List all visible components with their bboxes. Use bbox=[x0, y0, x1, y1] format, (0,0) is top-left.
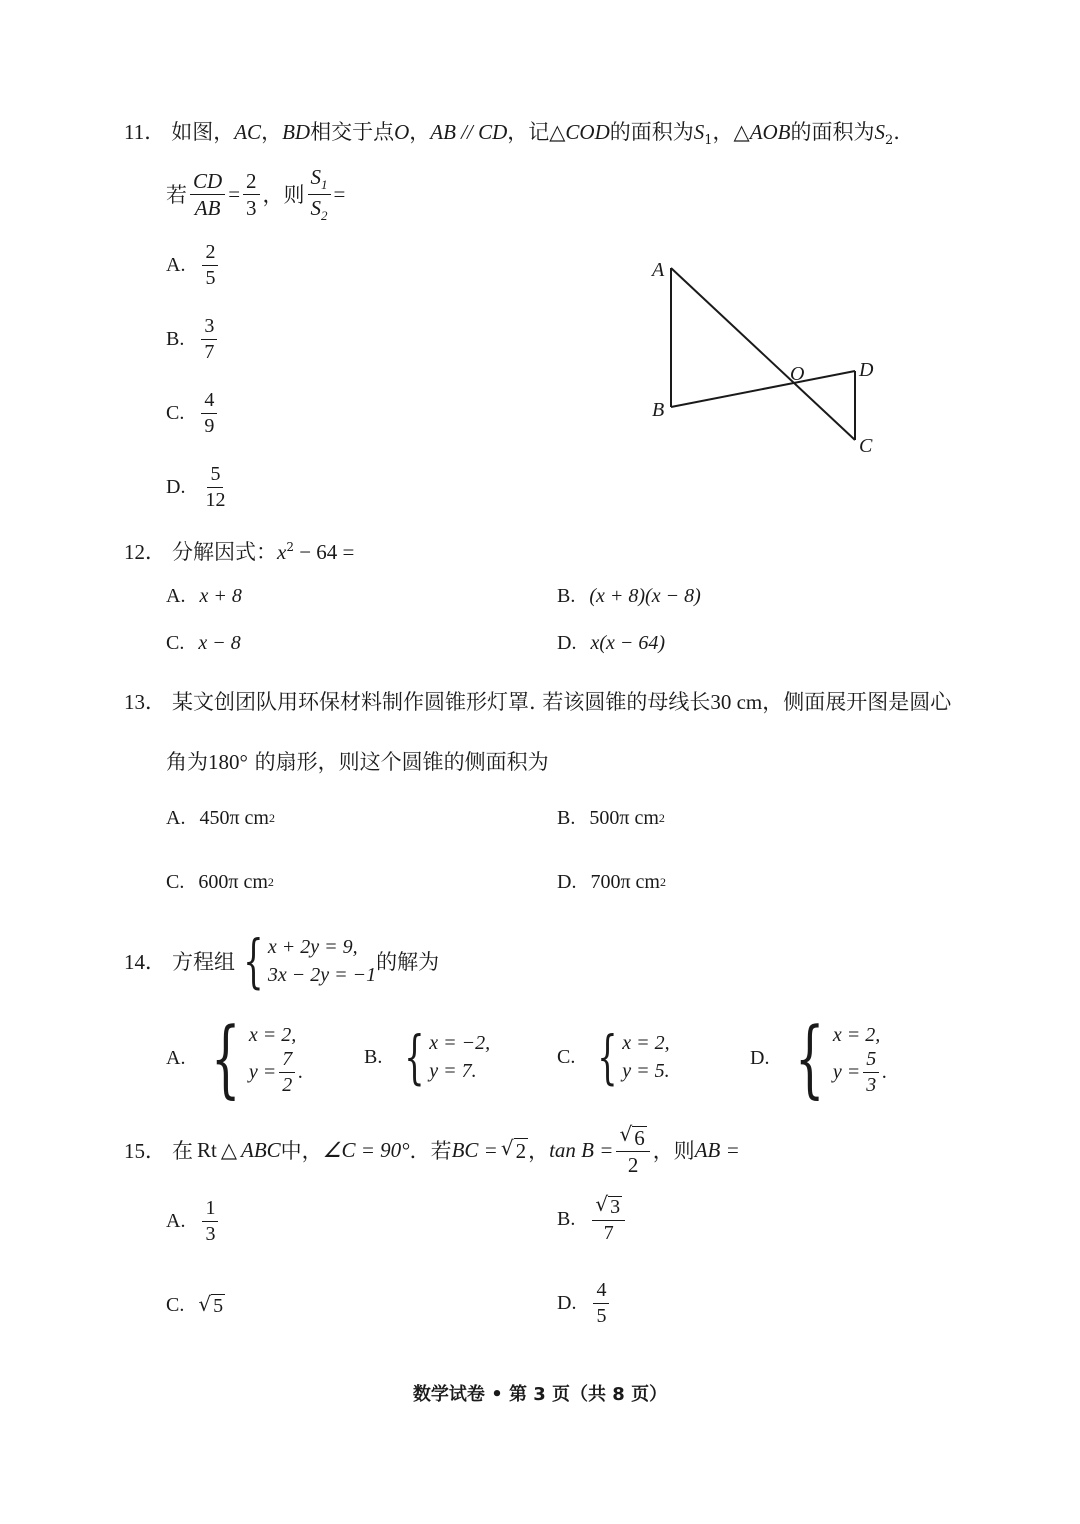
q15-bc-sqrt bbox=[501, 1136, 528, 1164]
option-text: 500π cm bbox=[589, 807, 659, 829]
option-label: D. bbox=[557, 632, 577, 654]
q14-option-b[interactable] bbox=[364, 1023, 491, 1091]
q13-number: 13． bbox=[124, 690, 166, 714]
q14-option-d[interactable] bbox=[750, 1009, 888, 1107]
q15-abc: ABC bbox=[241, 1137, 281, 1162]
q11-option-a[interactable] bbox=[166, 242, 221, 289]
option-sup: 2 bbox=[267, 875, 274, 889]
option-sqrt-value: 5 bbox=[213, 1295, 224, 1317]
brace-icon: { bbox=[795, 1009, 825, 1107]
q11-o: O bbox=[394, 120, 410, 144]
option-numerator: 4 bbox=[201, 390, 217, 414]
option-line1: x = −2, bbox=[429, 1032, 491, 1054]
q15-text-d: ， bbox=[528, 1139, 550, 1164]
option-label: B. bbox=[557, 807, 576, 829]
option-fraction bbox=[201, 316, 217, 363]
q11-eq2: = bbox=[333, 181, 346, 206]
q13-length: 30 cm bbox=[710, 690, 763, 714]
option-fraction bbox=[863, 1049, 879, 1096]
q11-text-b: 相交于点 bbox=[310, 120, 395, 144]
q15-text-c: ．若 bbox=[409, 1139, 452, 1164]
point-label-o: O bbox=[790, 363, 805, 385]
q11-period: . bbox=[893, 120, 900, 144]
q11-figure-diagram bbox=[630, 250, 890, 470]
option-label: C. bbox=[166, 1293, 185, 1316]
option-numerator: 5 bbox=[207, 464, 223, 488]
option-numerator: 5 bbox=[863, 1049, 879, 1073]
q15-tan-den: 2 bbox=[627, 1153, 639, 1178]
option-sup: 2 bbox=[658, 811, 665, 825]
q14-option-c[interactable] bbox=[557, 1023, 670, 1091]
option-numerator: 2 bbox=[202, 242, 218, 266]
q11-bd: BD bbox=[282, 120, 311, 144]
option-denominator: 2 bbox=[282, 1073, 293, 1096]
q15-option-c[interactable] bbox=[166, 1292, 225, 1318]
q15-rt: Rt bbox=[197, 1137, 217, 1162]
option-line2: y = bbox=[248, 1061, 277, 1083]
brace-icon: { bbox=[211, 1009, 241, 1107]
option-line1: x = 2, bbox=[622, 1032, 670, 1054]
q11-three: 3 bbox=[246, 195, 257, 220]
q11-frac-s2: S bbox=[310, 195, 322, 220]
option-fraction bbox=[202, 1198, 218, 1245]
option-text: x(x − 64) bbox=[590, 632, 666, 654]
q11-s2: S bbox=[874, 120, 886, 144]
q11-ab: AB bbox=[194, 195, 221, 220]
brace-icon: { bbox=[597, 1023, 618, 1091]
option-numerator: 7 bbox=[279, 1049, 295, 1073]
q11-ze: ，则 bbox=[262, 183, 305, 208]
q11-two: 2 bbox=[243, 170, 260, 195]
option-label: C. bbox=[166, 402, 185, 424]
option-text: x − 8 bbox=[198, 632, 241, 654]
option-text: 450π cm bbox=[199, 807, 269, 829]
option-label: A. bbox=[166, 254, 186, 276]
option-line1: x = 2, bbox=[248, 1023, 297, 1046]
q12-sup: 2 bbox=[286, 540, 294, 554]
option-label: A. bbox=[166, 1210, 186, 1232]
q15-option-b[interactable] bbox=[557, 1194, 628, 1244]
q15-number: 15． bbox=[124, 1139, 166, 1164]
q11-option-c[interactable] bbox=[166, 390, 220, 437]
q12-x: x bbox=[277, 540, 287, 564]
option-label: B. bbox=[364, 1045, 383, 1068]
q11-text-e: ，△ bbox=[712, 120, 750, 144]
page-footer: 数学试卷 • 第 3 页（共 8 页） bbox=[412, 1384, 668, 1405]
q13-line2a: 角为 bbox=[166, 750, 208, 774]
q13-line2c: 的扇形，则这个圆锥的侧面积为 bbox=[247, 750, 549, 774]
q11-cd-ab-fraction bbox=[190, 170, 225, 219]
q13-option-d[interactable] bbox=[557, 871, 666, 894]
q11-ab-parallel-cd: AB // CD bbox=[430, 120, 508, 144]
option-label: D. bbox=[750, 1046, 770, 1069]
option-numerator: 3 bbox=[610, 1196, 621, 1218]
q11-eq: = bbox=[228, 181, 241, 206]
q11-frac-sub1: 1 bbox=[321, 177, 328, 193]
option-line1: x = 2, bbox=[832, 1023, 881, 1046]
option-denominator: 5 bbox=[205, 267, 216, 289]
segment-ac bbox=[671, 268, 855, 440]
point-label-c: C bbox=[859, 435, 873, 457]
option-fraction bbox=[593, 1280, 609, 1327]
q15-stem bbox=[124, 1124, 740, 1176]
option-label: C. bbox=[166, 871, 185, 893]
point-label-d: D bbox=[859, 359, 874, 381]
option-label: B. bbox=[166, 328, 185, 350]
q12-option-d[interactable] bbox=[557, 632, 665, 655]
option-denominator: 7 bbox=[204, 341, 215, 363]
q14-eq2: 3x − 2y = −1 bbox=[267, 964, 377, 986]
segment-bd bbox=[671, 371, 855, 407]
q15-text-e: ，则 bbox=[652, 1139, 695, 1164]
option-denominator: 3 bbox=[205, 1223, 216, 1245]
q11-aob: AOB bbox=[749, 120, 791, 144]
q15-tan-num: 6 bbox=[634, 1126, 645, 1150]
q11-ratio-fraction bbox=[243, 170, 260, 219]
q12-expr-rest: − 64 = bbox=[293, 540, 355, 564]
q13-stem-line1 bbox=[124, 686, 951, 716]
option-tail: . bbox=[882, 1061, 888, 1083]
option-text: x + 8 bbox=[199, 585, 242, 607]
option-fraction bbox=[202, 464, 228, 511]
q14-equation-system bbox=[235, 927, 377, 995]
q15-text-b: 中， bbox=[280, 1139, 323, 1164]
option-line2: y = bbox=[832, 1061, 861, 1083]
option-denominator: 12 bbox=[205, 489, 226, 511]
q14-text-b: 的解为 bbox=[376, 950, 440, 974]
q14-number: 14． bbox=[124, 950, 166, 974]
q11-condition bbox=[166, 166, 345, 223]
sqrt-icon: √ bbox=[198, 1292, 212, 1316]
option-sup: 2 bbox=[268, 811, 275, 825]
q13-line1c: ，侧面展开图是圆心 bbox=[762, 690, 952, 714]
q15-triangle-symbol: △ bbox=[220, 1137, 237, 1162]
option-label: D. bbox=[166, 476, 186, 498]
q11-sub1: 1 bbox=[704, 133, 713, 149]
q11-text-d: 的面积为 bbox=[609, 120, 694, 144]
q11-frac-s1: S bbox=[310, 165, 322, 189]
q15-option-a[interactable] bbox=[166, 1198, 221, 1245]
q11-cod: COD bbox=[565, 120, 610, 144]
option-line2: y = 5. bbox=[622, 1060, 670, 1082]
option-line2: y = 7. bbox=[429, 1060, 477, 1082]
option-fraction bbox=[201, 390, 217, 437]
q13-angle: 180° bbox=[208, 750, 248, 774]
sqrt-icon: √ bbox=[595, 1192, 609, 1216]
q11-number: 11． bbox=[124, 120, 166, 144]
q14-text-a: 方程组 bbox=[172, 950, 235, 974]
option-label: C. bbox=[557, 1045, 576, 1068]
q11-text-f: 的面积为 bbox=[790, 120, 875, 144]
q12-option-a[interactable] bbox=[166, 585, 242, 608]
brace-icon: { bbox=[404, 1023, 425, 1091]
option-fraction bbox=[202, 242, 218, 289]
q15-ab-eq: AB = bbox=[694, 1137, 740, 1162]
point-label-a: A bbox=[652, 259, 665, 281]
option-text: 700π cm bbox=[590, 871, 660, 893]
point-label-b: B bbox=[652, 399, 665, 421]
q14-stem bbox=[124, 927, 440, 995]
q15-angle: ∠C = 90° bbox=[322, 1137, 410, 1162]
q11-comma2: ， bbox=[409, 120, 431, 144]
q15-bc: BC = bbox=[451, 1137, 498, 1162]
q11-text-a: 如图， bbox=[171, 120, 235, 144]
q15-tanb: tan B = bbox=[549, 1137, 614, 1162]
option-numerator: 4 bbox=[593, 1280, 609, 1304]
q11-ruo: 若 bbox=[166, 183, 187, 208]
option-denominator: 9 bbox=[204, 415, 215, 437]
option-denominator: 3 bbox=[866, 1073, 877, 1096]
q15-text-a: 在 bbox=[172, 1139, 193, 1164]
q11-option-d[interactable] bbox=[166, 464, 231, 511]
q12-stem bbox=[124, 536, 354, 566]
option-sup: 2 bbox=[659, 875, 666, 889]
q12-option-b[interactable] bbox=[557, 585, 701, 608]
q11-ac: AC bbox=[234, 120, 262, 144]
q13-option-a[interactable] bbox=[166, 807, 275, 830]
q15-option-d[interactable] bbox=[557, 1280, 612, 1327]
q11-cd: CD bbox=[190, 170, 225, 195]
option-numerator: 1 bbox=[202, 1198, 218, 1222]
brace-icon: { bbox=[243, 927, 264, 995]
option-label: A. bbox=[166, 807, 186, 829]
q14-option-a[interactable] bbox=[166, 1009, 304, 1107]
q15-bc-value: 2 bbox=[515, 1139, 527, 1164]
option-denominator: 5 bbox=[596, 1305, 607, 1327]
sqrt-icon: √ bbox=[619, 1122, 633, 1146]
q11-sub2: 2 bbox=[885, 133, 894, 149]
q14-eq1: x + 2y = 9, bbox=[267, 936, 358, 958]
option-text: (x + 8)(x − 8) bbox=[589, 585, 701, 607]
option-label: D. bbox=[557, 1292, 577, 1314]
q13-line1a: 某文创团队用环保材料制作圆锥形灯罩. 若该圆锥的母线长 bbox=[172, 690, 711, 714]
option-label: C. bbox=[166, 632, 185, 654]
q13-stem-line2 bbox=[166, 746, 549, 776]
q11-stem bbox=[124, 116, 900, 148]
option-label: A. bbox=[166, 1046, 186, 1069]
q11-option-b[interactable] bbox=[166, 316, 220, 363]
option-label: B. bbox=[557, 585, 576, 607]
q13-option-c[interactable] bbox=[166, 871, 274, 894]
option-tail: . bbox=[298, 1061, 304, 1083]
option-fraction bbox=[592, 1194, 625, 1244]
q13-option-b[interactable] bbox=[557, 807, 665, 830]
q11-frac-sub2: 2 bbox=[321, 208, 328, 224]
q12-number: 12． bbox=[124, 540, 166, 564]
option-numerator: 3 bbox=[201, 316, 217, 340]
q12-option-c[interactable] bbox=[166, 632, 241, 655]
q11-comma1: ， bbox=[261, 120, 283, 144]
q12-text: 分解因式： bbox=[172, 540, 277, 564]
option-denominator: 7 bbox=[603, 1222, 614, 1244]
option-fraction bbox=[279, 1049, 295, 1096]
option-label: A. bbox=[166, 585, 186, 607]
q11-s1-s2-fraction bbox=[308, 166, 331, 223]
option-label: B. bbox=[557, 1207, 576, 1230]
option-text: 600π cm bbox=[198, 871, 268, 893]
q11-s1: S bbox=[693, 120, 705, 144]
sqrt-icon: √ bbox=[500, 1136, 514, 1161]
q11-text-c: ，记△ bbox=[507, 120, 566, 144]
option-label: D. bbox=[557, 871, 577, 893]
q15-tan-fraction bbox=[616, 1124, 649, 1176]
